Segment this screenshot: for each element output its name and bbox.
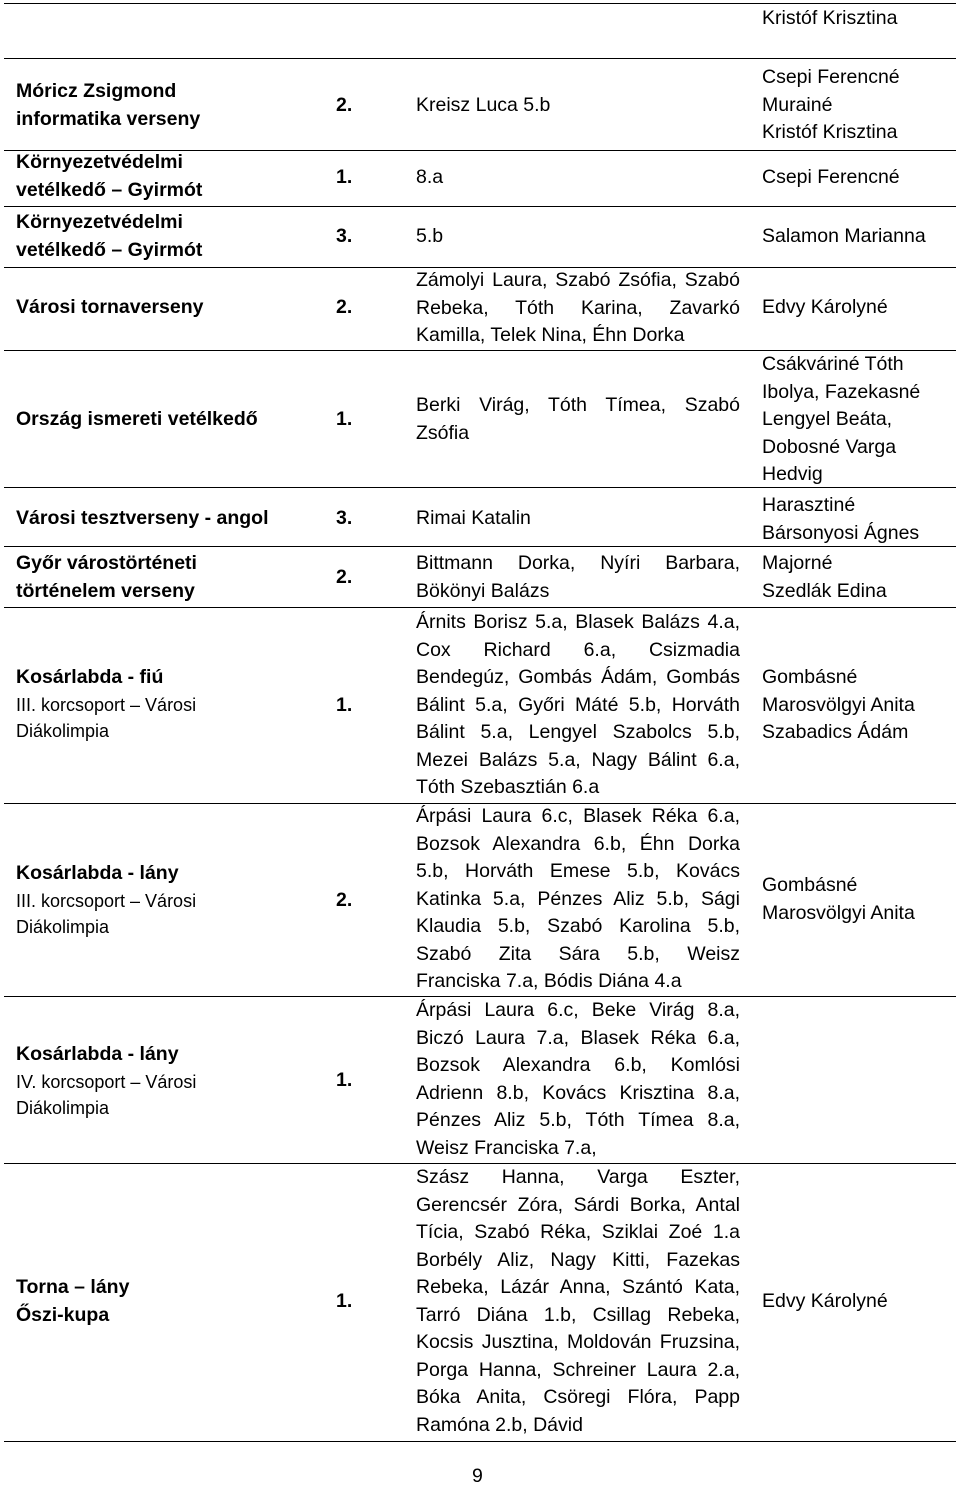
event-title: Kosárlabda - lány [16, 1043, 179, 1065]
event-cell [16, 1041, 316, 1121]
event-title: Környezetvédelmi [16, 151, 183, 173]
teacher-name: Marosvölgyi Anita [762, 901, 915, 924]
teacher-cell [762, 550, 956, 605]
names-cell: Szász Hanna, Varga Eszter, Gerencsér Zóra, Sárdi Borka, Antal Tícia, Szabó Réka, Sziklai Zoé 1.a Borbély Aliz, Nagy Kitti, Fazekas Rebeka, Lázár Anna, Szántó Kata, Tarró Diána 1.b, Csillag Rebeka, Kocsis Jusztina, Moldován Fruzsina, Porga Hanna, Schreiner Laura 2.a, Bóka Anita, Csöregi Flóra, Papp Ramóna 2.b, Dávid [416, 1166, 740, 1436]
event-title: Környezetvédelmi [16, 211, 183, 233]
teacher-name: Szedlák Edina [762, 579, 887, 602]
event-title: Őszi-kupa [16, 1303, 110, 1326]
teacher-name: Szabadics Ádám [762, 721, 909, 743]
row-divider [4, 58, 956, 59]
event-subtitle: Diákolimpia [16, 1097, 110, 1118]
teacher-name: Majorné [762, 552, 833, 574]
teacher-cell: Csepi Ferencné [762, 166, 900, 188]
row-divider [4, 206, 956, 207]
teacher-name: Gombásné [762, 666, 858, 688]
teacher-cell [762, 64, 956, 147]
teacher-name: Dobosné Varga [762, 435, 897, 458]
event-title: Móricz Zsigmond [16, 80, 177, 102]
teacher-name: Csepi Ferencné [762, 66, 900, 88]
event-cell: Városi tornaverseny [16, 296, 204, 318]
event-title: vetélkedő – Gyirmót [16, 238, 203, 261]
event-title: Győr várostörténeti [16, 552, 197, 574]
names-cell: Rimai Katalin [416, 507, 531, 529]
names-cell: Árpási Laura 6.c, Blasek Réka 6.a, Bozsok Alexandra 6.b, Éhn Dorka 5.b, Horváth Emese 5.b, Kovács Katinka 5.a, Pénzes Aliz 5.b, Sági Klaudia 5.b, Szabó Karolina 5.b, Szabó Zita Sára 5.b, Weisz Franciska 7.a, Bódis Diána 4.a [416, 805, 740, 992]
event-cell: Ország ismereti vetélkedő [16, 408, 258, 430]
teacher-name: Kristóf Krisztina [762, 121, 898, 143]
teacher-name: Harasztiné [762, 494, 856, 516]
event-subtitle: III. korcsoport – Városi [16, 890, 197, 911]
teacher-name: Lengyel Beáta, [762, 408, 893, 430]
teacher-cell: Edvy Károlyné [762, 296, 888, 318]
event-title: vetélkedő – Gyirmót [16, 178, 203, 201]
teacher-cell: Kristóf Krisztina [762, 7, 898, 29]
teacher-cell: Salamon Marianna [762, 225, 926, 247]
rank-cell: 2. [336, 296, 353, 318]
teacher-cell [762, 872, 956, 927]
names-cell: 8.a [416, 166, 444, 188]
rank-cell: 1. [336, 694, 353, 716]
rank-cell: 1. [336, 1290, 353, 1312]
rank-cell: 3. [336, 507, 353, 529]
names-cell: Kreisz Luca 5.b [416, 93, 551, 116]
teacher-name: Gombásné [762, 874, 858, 896]
teacher-cell: Edvy Károlyné [762, 1290, 888, 1312]
names-cell: Árnits Borisz 5.a, Blasek Balázs 4.a, Cox Richard 6.a, Csizmadia Bendegúz, Gombás Ádám, Gombás Bálint 5.a, Győri Máté 5.b, Horváth Bálint 5.a, Lengyel Szabolcs 5.b, Mezei Balázs 5.a, Nagy Bálint 6.a, Tóth Szebasztián 6.a [416, 611, 740, 798]
names-cell: Berki Virág, Tóth Tímea, Szabó Zsófia [416, 394, 740, 444]
row-divider [4, 1441, 956, 1442]
teacher-cell [762, 351, 956, 489]
event-cell [16, 1274, 316, 1329]
event-cell [16, 209, 316, 264]
event-cell [16, 860, 316, 940]
rank-cell: 1. [336, 166, 353, 188]
rank-cell: 2. [336, 889, 353, 911]
event-title: történelem verseny [16, 579, 195, 602]
rank-cell: 1. [336, 1069, 353, 1091]
event-subtitle: III. korcsoport – Városi [16, 694, 197, 715]
row-divider [4, 607, 956, 608]
event-cell [16, 149, 316, 204]
teacher-name: Bársonyosi Ágnes [762, 521, 920, 544]
row-divider [4, 3, 956, 4]
names-cell: 5.b [416, 225, 444, 247]
event-subtitle: IV. korcsoport – Városi [16, 1071, 197, 1092]
teacher-name: Hedvig [762, 463, 823, 485]
teacher-name: Csákváriné Tóth [762, 353, 904, 375]
event-cell: Városi tesztverseny - angol [16, 507, 269, 529]
names-cell: Zámolyi Laura, Szabó Zsófia, Szabó Rebeka, Tóth Karina, Zavarkó Kamilla, Telek Nina, Éhn Dorka [416, 269, 740, 346]
teacher-cell [762, 492, 956, 547]
event-title: Torna – lány [16, 1276, 130, 1298]
rank-cell: 2. [336, 566, 353, 588]
rank-cell: 3. [336, 225, 353, 247]
page-number: 9 [472, 1465, 483, 1485]
event-cell [16, 78, 316, 133]
names-cell: Árpási Laura 6.c, Beke Virág 8.a, Biczó Laura 7.a, Blasek Réka 6.a, Bozsok Alexandra 6.b, Komlósi Adrienn 8.b, Kovács Krisztina 8.a, Pénzes Aliz 5.b, Tóth Tímea 8.a, Weisz Franciska 7.a, [416, 999, 740, 1159]
event-subtitle: Diákolimpia [16, 916, 110, 937]
teacher-name: Ibolya, Fazekasné [762, 380, 921, 403]
event-title: informatika verseny [16, 107, 201, 130]
names-cell: Bittmann Dorka, Nyíri Barbara, Bökönyi Balázs [416, 552, 740, 602]
teacher-name: Marosvölgyi Anita [762, 693, 915, 716]
event-cell [16, 550, 316, 605]
teacher-name: Murainé [762, 93, 833, 116]
event-title: Kosárlabda - lány [16, 862, 179, 884]
event-cell [16, 664, 316, 744]
teacher-cell [762, 664, 956, 747]
event-title: Kosárlabda - fiú [16, 666, 164, 688]
rank-cell: 2. [336, 93, 353, 116]
rank-cell: 1. [336, 408, 353, 430]
event-subtitle: Diákolimpia [16, 720, 110, 741]
